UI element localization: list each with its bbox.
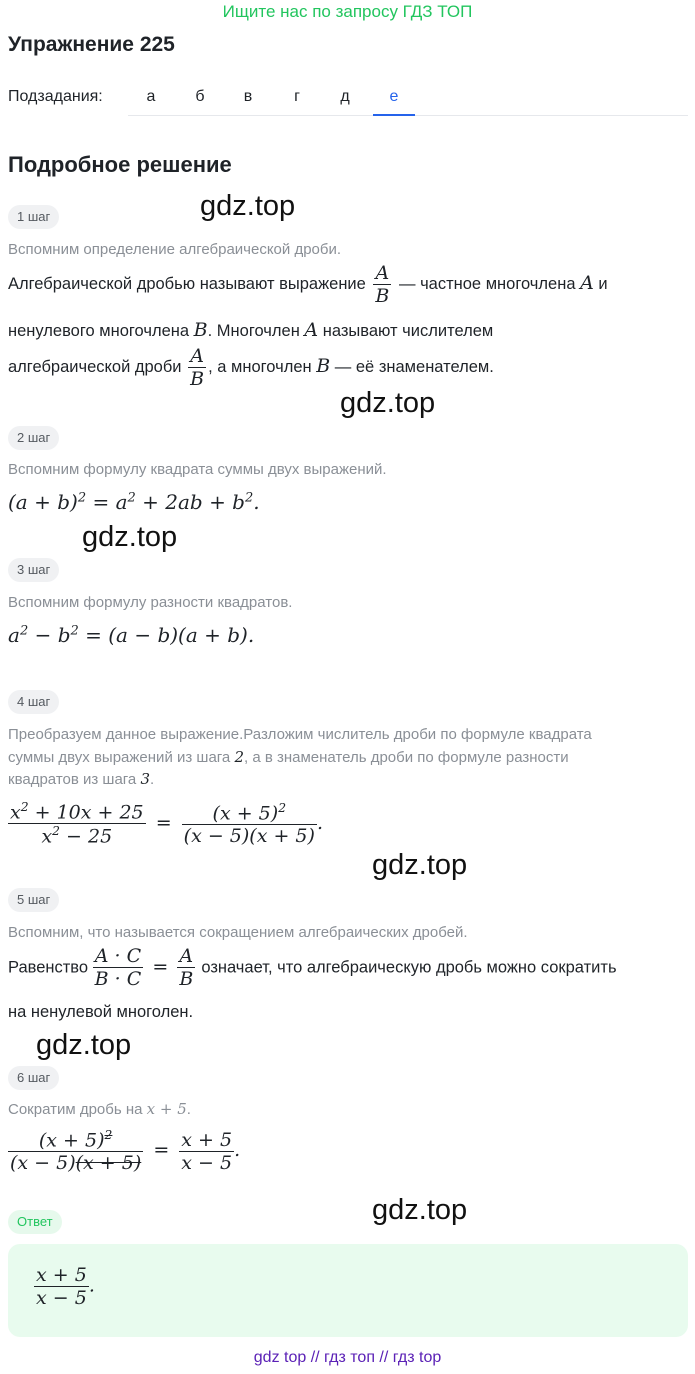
- step-hint: [8, 770, 154, 788]
- step-hint: [8, 748, 569, 766]
- text-fragment: называют числителем: [322, 322, 494, 340]
- text-fragment: .: [186, 1101, 191, 1118]
- text-fragment: , а многочлен: [208, 357, 312, 376]
- step-badge: 1 шаг: [8, 205, 59, 229]
- answer-formula: $\frac{x + 5}{x - 5}$ .: [36, 1264, 95, 1309]
- math-var: A: [580, 271, 594, 294]
- watermark: gdz.top: [36, 1029, 132, 1061]
- denominator: B: [190, 368, 205, 390]
- text-fragment: .: [150, 771, 155, 788]
- exercise-title: Упражнение 225: [8, 33, 175, 56]
- formula-sum-square: $(a + b)^2 = a^2 + 2ab + b^2$.: [8, 490, 260, 514]
- formula-diff-squares: $a^2 - b^2 = (a - b)(a + b)$.: [8, 623, 255, 647]
- math-expr: x + 5: [146, 1100, 187, 1118]
- watermark: gdz.top: [200, 190, 296, 222]
- fraction-a-over-b: [188, 345, 206, 390]
- watermark: gdz.top: [372, 1194, 468, 1226]
- step-badge: 6 шаг: [8, 1066, 59, 1090]
- step-text-line: [8, 262, 693, 310]
- step-text-line: [8, 319, 493, 341]
- footer-links[interactable]: gdz top // гдз топ // гдз top: [253, 1349, 442, 1366]
- text-fragment: Сократим дробь на: [8, 1101, 143, 1118]
- step-badge: 5 шаг: [8, 888, 59, 912]
- step-badge: 4 шаг: [8, 690, 59, 714]
- text-fragment: ненулевого многочлена: [8, 322, 190, 340]
- text-fragment: — её знаменателем.: [334, 357, 494, 376]
- text-fragment: — частное многочлена: [398, 274, 576, 293]
- answer-badge: Ответ: [8, 1210, 62, 1234]
- formula-transform: $\frac{x^2 + 10x + 25}{x^2 - 25}$ = $\frac{(x + 5)^2}{(x - 5)(x + 5)}$ .: [10, 800, 323, 848]
- denominator: B: [375, 285, 390, 307]
- tab-d[interactable]: д: [340, 88, 350, 105]
- fraction-a-over-b: [373, 262, 391, 307]
- tab-b[interactable]: б: [195, 88, 205, 105]
- tab-a[interactable]: а: [146, 88, 156, 105]
- text-fragment: суммы двух выражений из шага: [8, 749, 231, 766]
- step-text-line: [8, 345, 494, 390]
- step-hint: Вспомним формулу квадрата суммы двух выражений.: [8, 461, 387, 478]
- watermark: gdz.top: [82, 521, 178, 553]
- step-text-line: [8, 945, 617, 990]
- step-ref: 3: [140, 770, 150, 788]
- text-fragment: . Многочлен: [207, 322, 300, 340]
- text-fragment: означает, что алгебраическую дробь можно сократить: [201, 958, 617, 977]
- step-hint: Вспомним определение алгебраической дроби.: [8, 241, 342, 258]
- step-hint: [8, 1100, 191, 1118]
- solution-heading: Подробное решение: [8, 152, 232, 177]
- math-var: A: [304, 319, 319, 341]
- subtasks-label: Подзадания:: [8, 88, 103, 105]
- tab-e[interactable]: е: [373, 78, 415, 116]
- watermark: gdz.top: [340, 387, 436, 419]
- text-fragment: квадратов из шага: [8, 771, 137, 788]
- step-text-line: на ненулевой многолен.: [8, 1003, 194, 1021]
- step-hint: Вспомним, что называется сокращением алгебраических дробей.: [8, 924, 468, 941]
- text-fragment: , а в знаменатель дроби по формуле разности: [244, 749, 569, 766]
- text-fragment: Алгебраической дробью называют выражение: [8, 274, 366, 293]
- text-fragment: и: [598, 274, 608, 293]
- math-var: B: [193, 319, 208, 341]
- text-fragment: алгебраической дроби: [8, 357, 182, 376]
- step-badge: 2 шаг: [8, 426, 59, 450]
- watermark: gdz.top: [372, 849, 468, 881]
- tab-v[interactable]: в: [243, 88, 253, 105]
- promo-banner[interactable]: Ищите нас по запросу ГДЗ ТОП: [222, 2, 473, 21]
- answer-box: [8, 1244, 688, 1337]
- subtask-tabs: [128, 78, 688, 116]
- step-badge: 3 шаг: [8, 558, 59, 582]
- numerator: A: [190, 345, 204, 367]
- step-ref: 2: [234, 748, 244, 766]
- step-hint: Преобразуем данное выражение.Разложим числитель дроби по формуле квадрата: [8, 726, 592, 743]
- step-hint: Вспомним формулу разности квадратов.: [8, 594, 293, 611]
- formula-reduction: $\frac{A \cdot C}{B \cdot C}$ = $\frac{A}{B}$: [94, 945, 194, 990]
- numerator: A: [375, 262, 390, 284]
- tab-g[interactable]: г: [294, 88, 300, 105]
- formula-cancel: $\frac{(x + 5)^2}{(x - 5)(x + 5)}$ = $\frac{x + 5}{x - 5}$ .: [10, 1128, 241, 1175]
- text-fragment: Равенство: [8, 958, 89, 977]
- math-var: B: [316, 354, 331, 377]
